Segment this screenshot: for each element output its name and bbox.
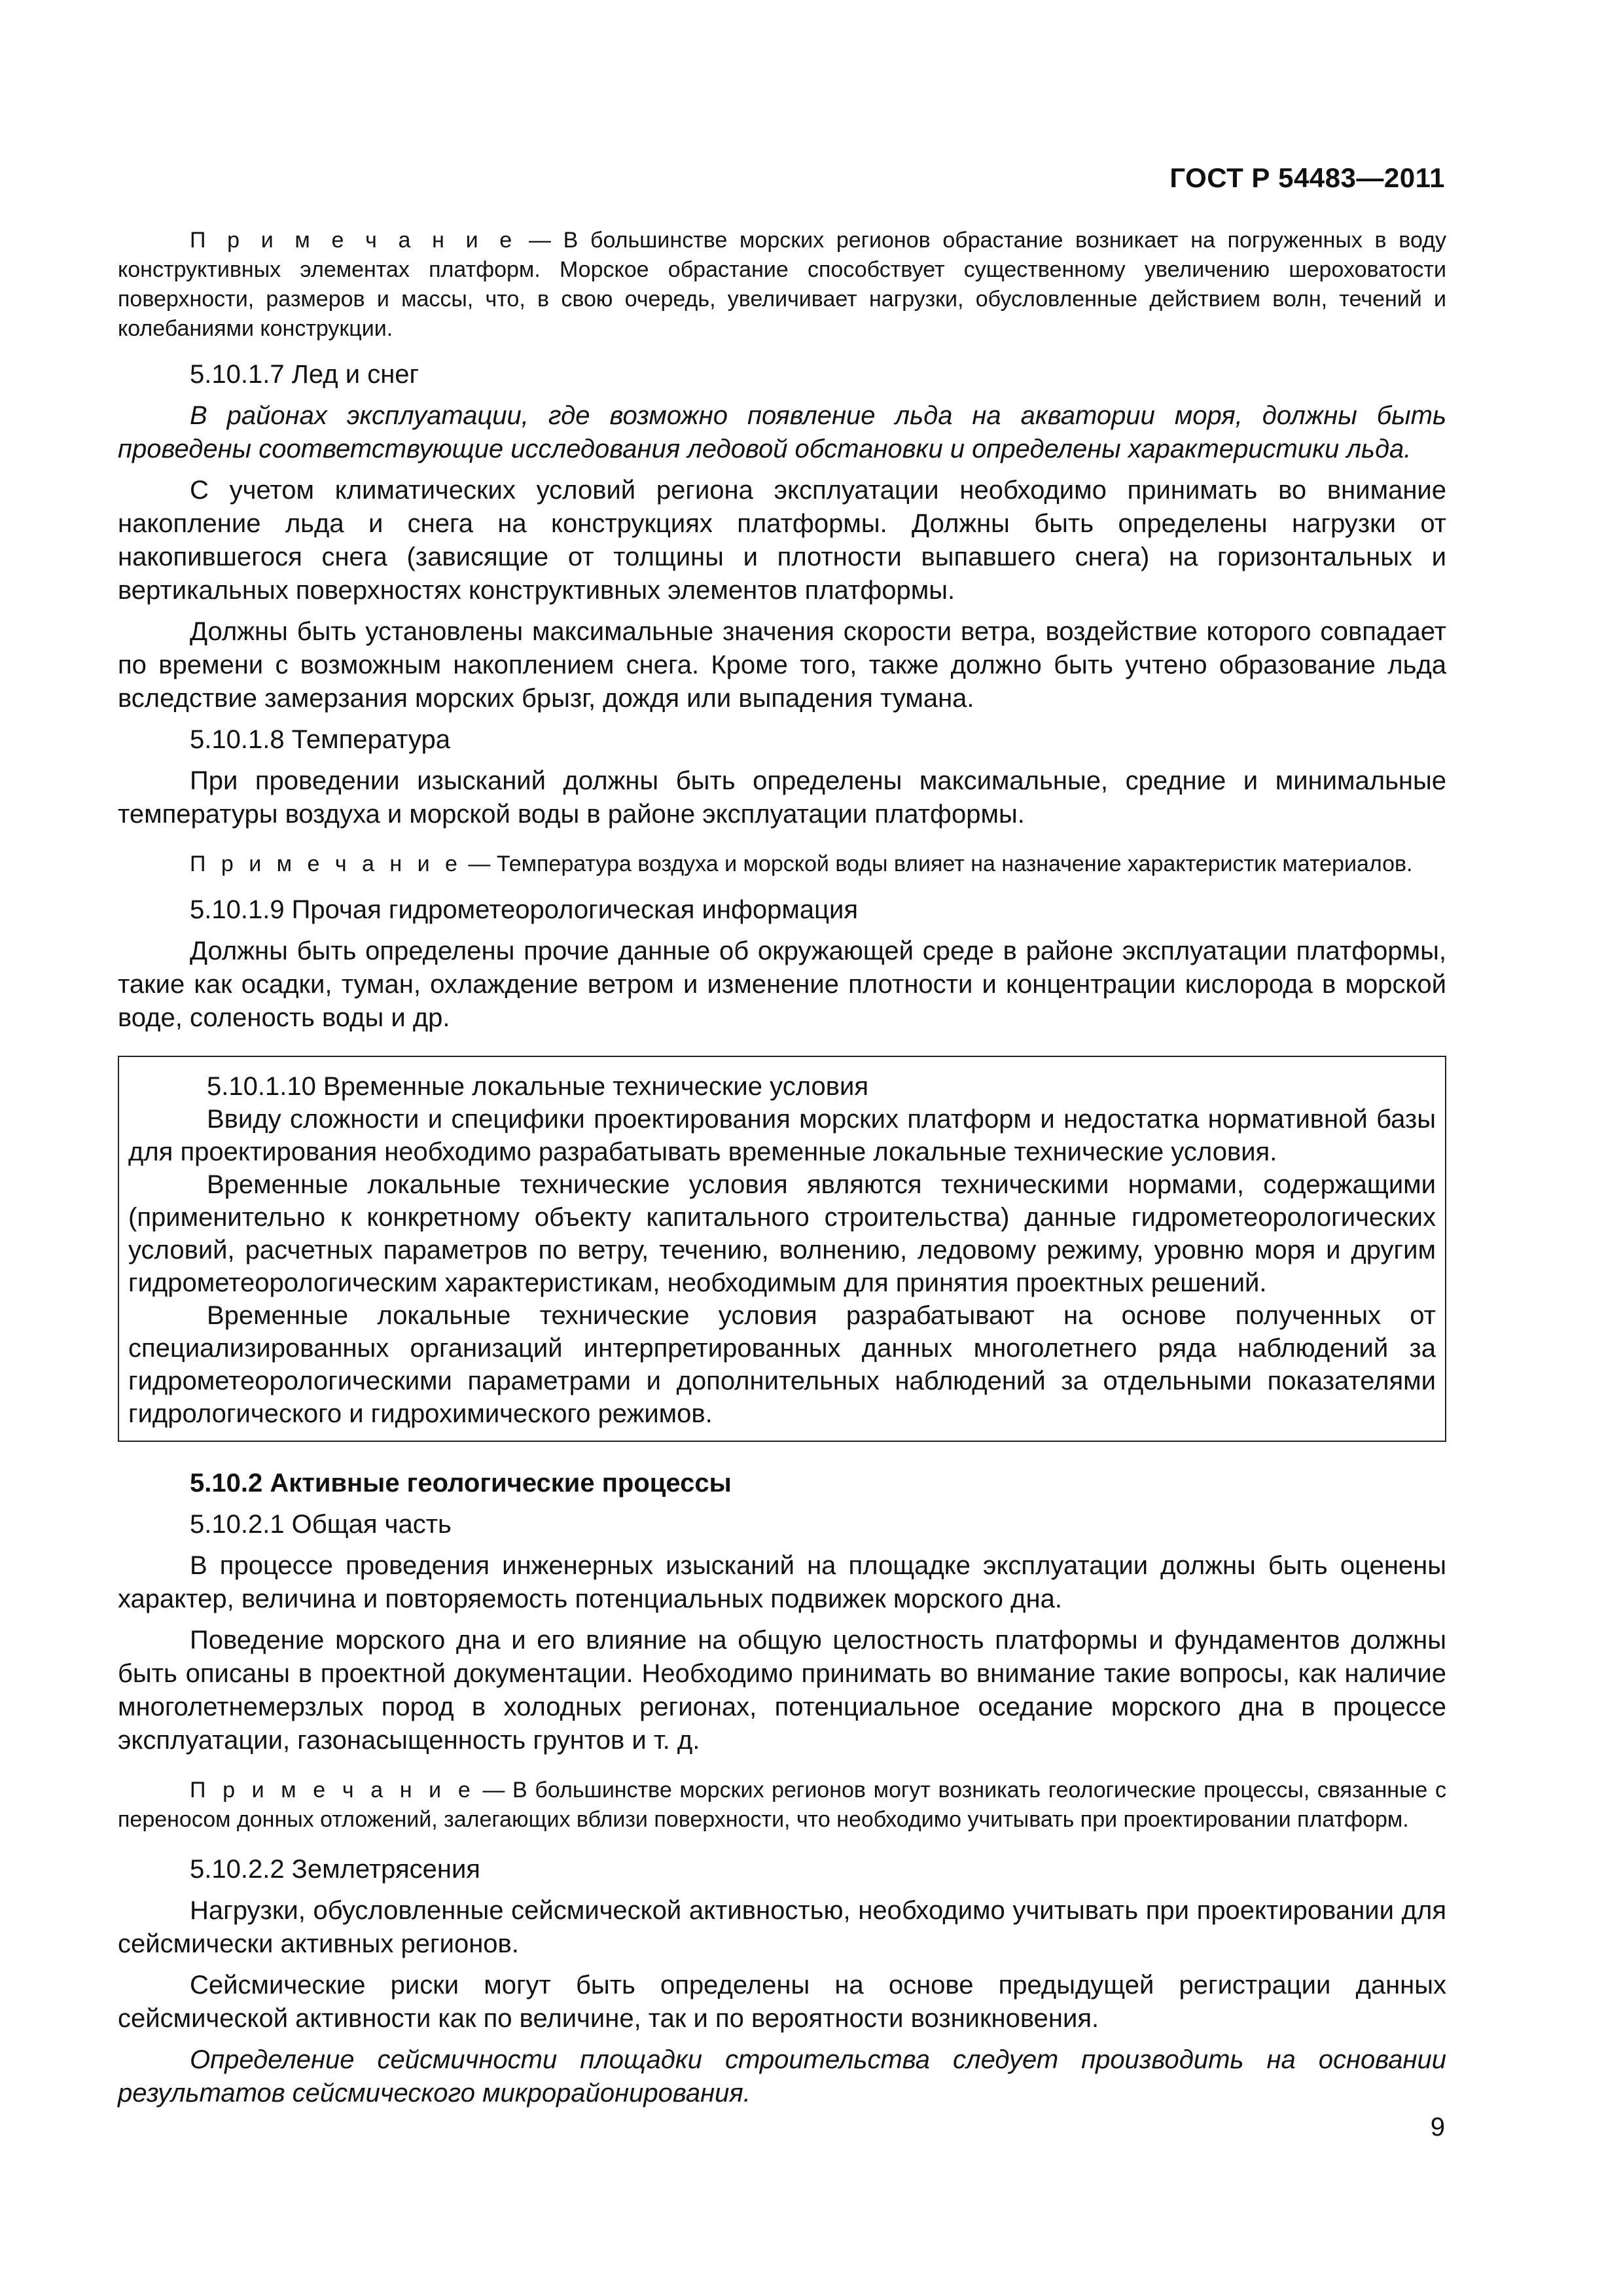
section-heading-local-specs: 5.10.1.10 Временные локальные технические условия (207, 1072, 868, 1101)
note-dash: — (474, 1778, 513, 1803)
note-fouling (118, 226, 1446, 344)
boxed-section-local-specs (118, 1056, 1446, 1442)
paragraph-wind-snow: Должны быть установлены максимальные значения скорости ветра, воздействие которого совпадает по времени с возможным накоплением снега. Кроме того, также должно быть учтено образование льда вследствие замерзания морских брызг, дождя или выпадения тумана. (118, 617, 1446, 713)
note-label: П р и м е ч а н и е (190, 228, 517, 253)
note-label: П р и м е ч а н и е (190, 852, 462, 876)
paragraph-other-hydromet: Должны быть определены прочие данные об окружающей среде в районе эксплуатации платформы, такие как осадки, туман, охлаждение ветром и изменение плотности и концентрации кислорода в морской воде, соленость воды и др. (118, 937, 1446, 1032)
note-label: П р и м е ч а н и е (190, 1778, 475, 1803)
paragraph-seismic-microzoning: Определение сейсмичности площадки строительства следует производить на основании результатов сейсмического микрорайонирования. (118, 2045, 1446, 2108)
paragraph-ice-accumulation: С учетом климатических условий региона эксплуатации необходимо принимать во внимание накопление льда и снега на конструкциях платформы. Должны быть определены нагрузки от накопившегося снега (зависящие от толщины и плотности выпавшего снега) на горизонтальных и вертикальных поверхностях конструктивных элементов платформы. (118, 476, 1446, 605)
note-text: В большинстве морских регионов могут возникать геологические процессы, связанные с переносом донных отложений, залегающих вблизи поверхности, что необходимо учитывать при проектировании платформ. (118, 1778, 1446, 1832)
note-dash: — (461, 852, 497, 876)
page-content (118, 226, 1446, 2118)
standard-code-header: ГОСТ Р 54483—2011 (1169, 162, 1445, 193)
note-dash: — (516, 228, 563, 253)
section-heading-temperature: 5.10.1.8 Температура (190, 725, 450, 754)
section-heading-geological-processes: 5.10.2 Активные геологические процессы (190, 1469, 732, 1498)
paragraph-ice-italic: В районах эксплуатации, где возможно появление льда на акватории моря, должны быть проведены соответствующие исследования ледовой обстановки и определены характеристики льда. (118, 401, 1446, 463)
paragraph-seabed-behavior: Поведение морского дна и его влияние на общую целостность платформы и фундаментов должны быть описаны в проектной документации. Необходимо принимать во внимание такие вопросы, как наличие многолетнемерзлых пород в холодных регионах, потенциальное оседание морского дна в процессе эксплуатации, газонасыщенность грунтов и т. д. (118, 1626, 1446, 1755)
page-number: 9 (1430, 2113, 1445, 2142)
section-heading-general: 5.10.2.1 Общая часть (190, 1510, 452, 1539)
note-text: Температура воздуха и морской воды влияет на назначение характеристик материалов. (496, 852, 1413, 876)
note-text: В большинстве морских регионов обрастание возникает на погруженных в воду конструктивных элементах платформ. Морское обрастание способствует существенному увеличению шероховатости поверхности, размеров и массы, что, в свою очередь, увеличивает нагрузки, обусловленные действием волн, течений и колебаниями конструкции. (118, 228, 1446, 341)
section-heading-other-hydromet: 5.10.1.9 Прочая гидрометеорологическая информация (190, 895, 859, 924)
section-heading-earthquakes: 5.10.2.2 Землетрясения (190, 1855, 480, 1884)
section-heading-ice-snow: 5.10.1.7 Лед и снег (190, 360, 419, 389)
paragraph-local-specs-2: Временные локальные технические условия являются техническими нормами, содержащими (применительно к конкретному объекту капитального строительства) данные гидрометеорологических условий, расчетных параметров по ветру, течению, волнению, ледовому режиму, уровню моря и другим гидрометеорологическим характеристикам, необходимым для принятия проектных решений. (128, 1170, 1436, 1297)
paragraph-local-specs-1: Ввиду сложности и специфики проектирования морских платформ и недостатка нормативной базы для проектирования необходимо разрабатывать временные локальные технические условия. (128, 1105, 1436, 1166)
paragraph-seismic-risks: Сейсмические риски могут быть определены на основе предыдущей регистрации данных сейсмической активности как по величине, так и по вероятности возникновения. (118, 1971, 1446, 2033)
note-geological (118, 1776, 1446, 1835)
paragraph-seabed-assessment: В процессе проведения инженерных изысканий на площадке эксплуатации должны быть оценены характер, величина и повторяемость потенциальных подвижек морского дна. (118, 1551, 1446, 1613)
note-temperature (118, 850, 1446, 879)
paragraph-seismic-loads: Нагрузки, обусловленные сейсмической активностью, необходимо учитывать при проектировании для сейсмически активных регионов. (118, 1896, 1446, 1958)
paragraph-local-specs-3: Временные локальные технические условия разрабатывают на основе полученных от специализированных организаций интерпретированных данных многолетнего ряда наблюдений за гидрометеорологическими параметрами и дополнительных наблюдений за отдельными показателями гидрологического и гидрохимического режимов. (128, 1301, 1436, 1428)
paragraph-temperature: При проведении изысканий должны быть определены максимальные, средние и минимальные температуры воздуха и морской воды в районе эксплуатации платформы. (118, 766, 1446, 829)
